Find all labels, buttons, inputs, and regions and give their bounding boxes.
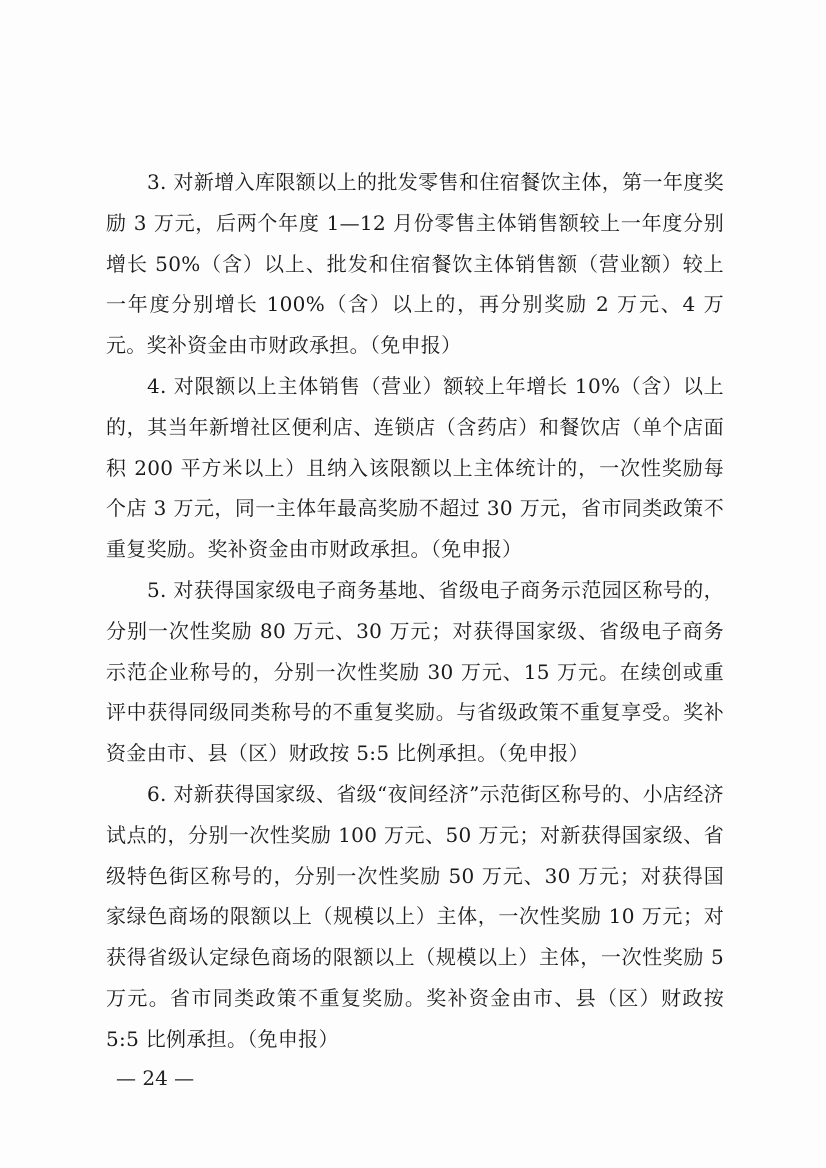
paragraph-item-3: 3. 对新增入库限额以上的批发零售和住宿餐饮主体，第一年度奖励 3 万元，后两个年度 1—12 月份零售主体销售额较上一年度分别增长 50%（含）以上、批发和住宿餐饮主体销售额（营业额）较上一年度分别增长 100%（含）以上的，再分别奖励 2 万元、4 万元。奖补资金由市财政承担。（免申报） [106,170,724,358]
paragraph-item-5: 5. 对获得国家级电子商务基地、省级电子商务示范园区称号的，分别一次性奖励 80 万元、30 万元；对获得国家级、省级电子商务示范企业称号的，分别一次性奖励 30 万元、15 万元。在续创或重评中获得同级同类称号的不重复奖励。与省级政策不重复享受。奖补资金由市、县（区）财政按 5:5 比例承担。（免申报） [106,577,724,766]
document-body [106,162,724,1060]
paragraph-item-6: 6. 对新获得国家级、省级“夜间经济”示范街区称号的、小店经济试点的，分别一次性奖励 100 万元、50 万元；对新获得国家级、省级特色街区称号的，分别一次性奖励 50 万元、30 万元；对获得国家绿色商场的限额以上（规模以上）主体，一次性奖励 10 万元；对获得省级认定绿色商场的限额以上（规模以上）主体，一次性奖励 5 万元。省市同类政策不重复奖励。奖补资金由市、县（区）财政按 5:5 比例承担。（免申报） [106,781,724,1051]
paragraph-item-4: 4. 对限额以上主体销售（营业）额较上年增长 10%（含）以上的，其当年新增社区便利店、连锁店（含药店）和餐饮店（单个店面积 200 平方米以上）且纳入该限额以上主体统计的，一次性奖励每个店 3 万元，同一主体年最高奖励不超过 30 万元，省市同类政策不重复奖励。奖补资金由市财政承担。（免申报） [106,373,724,562]
page-number: — 24 — [116,1066,195,1090]
